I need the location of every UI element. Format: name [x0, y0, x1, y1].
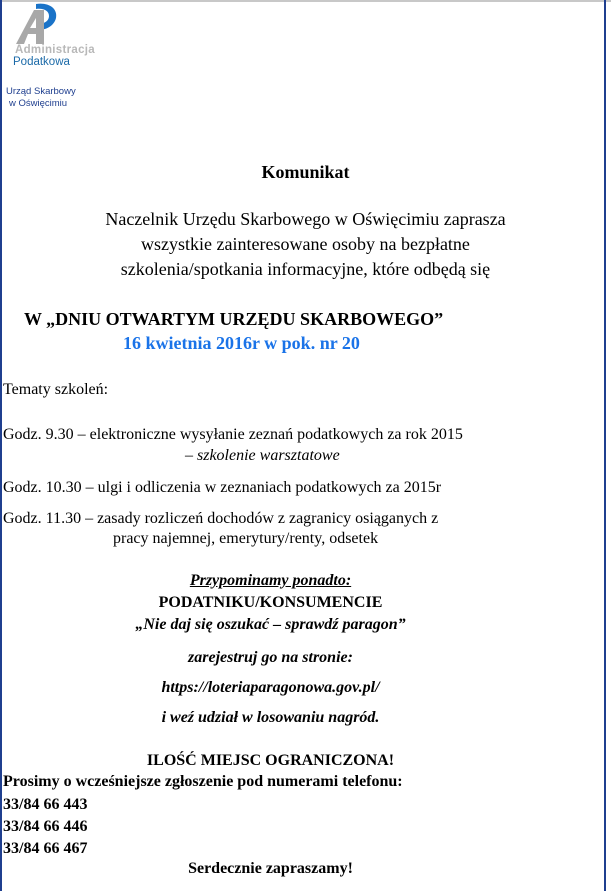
logo-text-administracja: Administracja [15, 44, 95, 56]
intro-line-1: Naczelnik Urzędu Skarbowego w Oświęcimiu zaprasza [105, 209, 506, 229]
topic-2: Godz. 10.30 – ulgi i odliczenia w zeznaniach podatkowych za 2015r [3, 479, 442, 496]
logo-text-podatkowa: Podatkowa [13, 56, 70, 68]
office-line-1: Urząd Skarbowy [6, 86, 76, 97]
right-border [604, 0, 606, 891]
reminder-line-1: PODATNIKU/KONSUMENCIE [158, 594, 383, 611]
top-divider [0, 0, 611, 2]
lottery-url[interactable]: https://loteriaparagonowa.gov.pl/ [161, 679, 380, 696]
topic-3-cont: pracy najemnej, emerytury/renty, odsetek [113, 530, 379, 547]
phone-1: 33/84 66 443 [3, 796, 88, 813]
administracja-podatkowa-logo-icon [14, 2, 64, 46]
phones-label: Prosimy o wcześniejsze zgłoszenie pod numerami telefonu: [3, 773, 403, 790]
reminder-line-3: zarejestruj go na stronie: [188, 649, 353, 666]
office-name [6, 86, 76, 110]
topic-1-note: – szkolenie warsztatowe [185, 447, 340, 464]
topics-label: Tematy szkoleń: [3, 381, 109, 398]
intro-line-3: szkolenia/spotkania informacyjne, które odbędą się [120, 259, 491, 279]
reminder-heading: Przypominamy ponadto: [189, 572, 352, 589]
limited-seats: ILOŚĆ MIEJSC OGRANICZONA! [146, 752, 395, 769]
topic-3: Godz. 11.30 – zasady rozliczeń dochodów z zagranicy osiąganych z [3, 510, 439, 527]
event-date: 16 kwietnia 2016r w pok. nr 20 [123, 333, 360, 353]
reminder-line-4: i weź udział w losowaniu nagród. [161, 709, 380, 726]
office-line-2: w Oświęcimiu [9, 98, 68, 109]
phone-2: 33/84 66 446 [3, 818, 88, 835]
intro-line-2: wszystkie zainteresowane osoby na bezpłatne [141, 234, 470, 254]
topic-1: Godz. 9.30 – elektroniczne wysyłanie zeznań podatkowych za rok 2015 [3, 426, 463, 443]
title: Komunikat [261, 162, 350, 182]
closing: Serdecznie zapraszamy! [188, 860, 353, 877]
reminder-line-2: „Nie daj się oszukać – sprawdź paragon” [135, 616, 406, 633]
phone-3: 33/84 66 467 [3, 840, 88, 857]
event-name: W „DNIU OTWARTYM URZĘDU SKARBOWEGO” [24, 309, 444, 329]
